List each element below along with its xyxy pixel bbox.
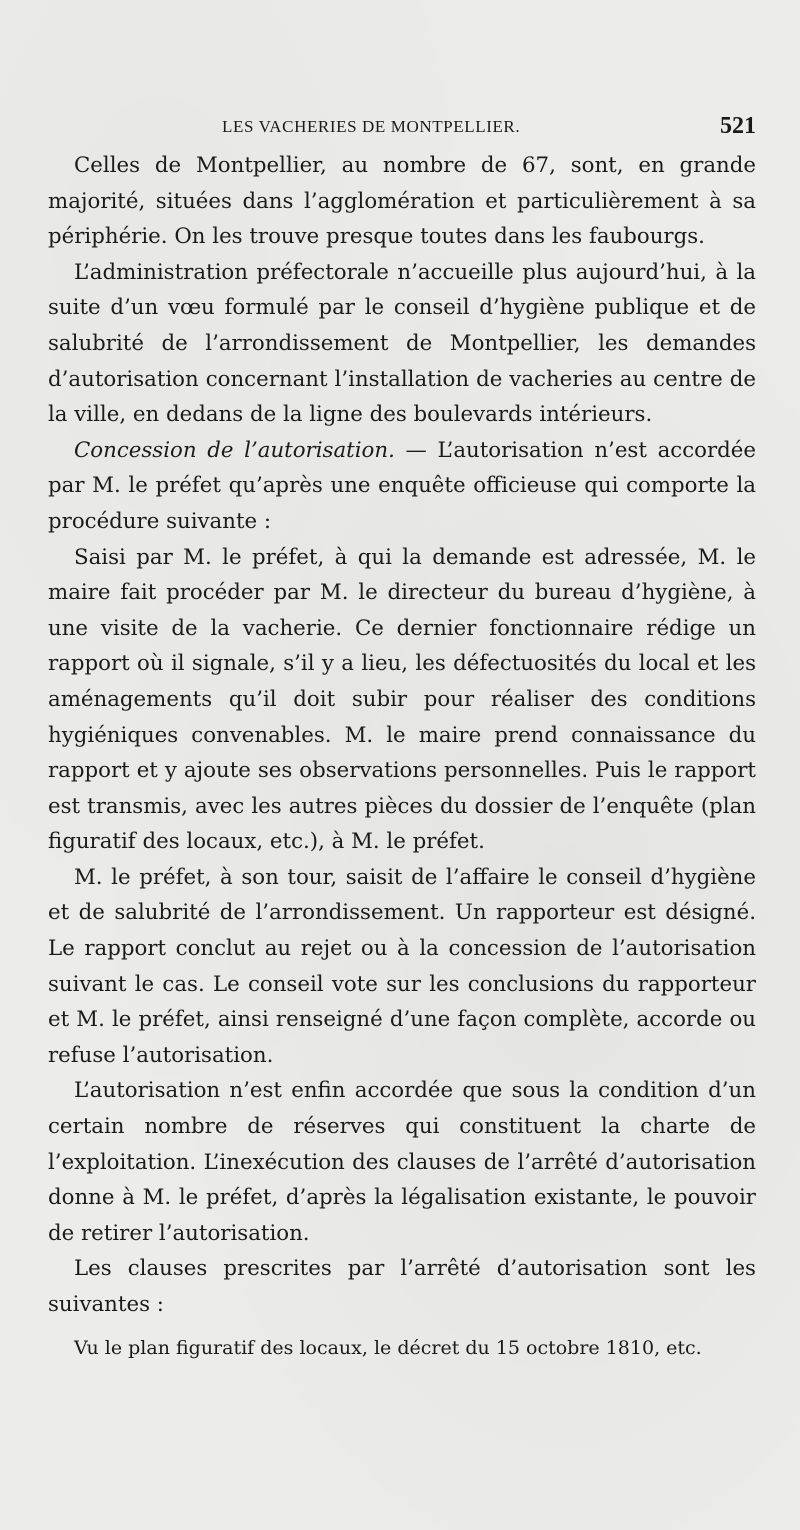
running-title: LES VACHERIES DE MONTPELLIER. bbox=[222, 117, 521, 136]
paragraph-3-text: — L’autorisation n’est accordée par M. le préfet qu’après une enquête officieuse qui comporte la procédure suivante : bbox=[48, 437, 756, 534]
running-head bbox=[0, 113, 800, 143]
paragraph-3 bbox=[48, 433, 756, 540]
paragraph-6: L’autorisation n’est enfin accordée que sous la condition d’un certain nombre de réserves qui constituent la charte de l’exploitation. L’inexécution des clauses de l’arrêté d’autorisation donne à M. le préfet, d’après la légalisation existante, le pouvoir de retirer l’autorisation. bbox=[48, 1078, 756, 1246]
paragraph-7: Les clauses prescrites par l’arrêté d’autorisation sont les suivantes : bbox=[48, 1256, 756, 1317]
paragraph-8-quotation: Vu le plan figuratif des locaux, le décret du 15 octobre 1810, etc. bbox=[74, 1336, 702, 1359]
paragraph-5: M. le préfet, à son tour, saisit de l’affaire le conseil d’hygiène et de salubrité de l’arrondissement. Un rapporteur est désigné. Le rapport conclut au rejet ou à la concession de l’autorisation suivant le cas. Le conseil vote sur les conclusions du rapporteur et M. le préfet, ainsi renseigné d’une façon complète, accorde ou refuse l’autorisation. bbox=[48, 864, 756, 1068]
section-heading-concession: Concession de l’autorisation. bbox=[74, 437, 395, 463]
paragraph-4: Saisi par M. le préfet, à qui la demande est adressée, M. le maire fait procéder par M. le directeur du bureau d’hygiène, à une visite de la vacherie. Ce dernier fonctionnaire rédige un rapport où il signale, s’il y a lieu, les défectuosités du local et les aménagements qu’il doit subir pour réaliser des conditions hygiéniques convenables. M. le maire prend connaissance du rapport et y ajoute ses observations personnelles. Puis le rapport est transmis, avec les autres pièces du dossier de l’enquête (plan figuratif des locaux, etc.), à M. le préfet. bbox=[48, 544, 756, 855]
paragraph-2: L’administration préfectorale n’accueille plus aujourd’hui, à la suite d’un vœu formulé par le conseil d’hygiène publique et de salubrité de l’arrondissement de Montpellier, les demandes d’autorisation concernant l’installation de vacheries au centre de la ville, en dedans de la ligne des boulevards intérieurs. bbox=[48, 259, 756, 428]
paragraph-1: Celles de Montpellier, au nombre de 67, sont, en grande majorité, situées dans l’agglomération et particulièrement à sa périphérie. On les trouve presque toutes dans les faubourgs. bbox=[48, 153, 756, 250]
page-number: 521 bbox=[720, 113, 756, 139]
body-text bbox=[48, 148, 756, 1365]
